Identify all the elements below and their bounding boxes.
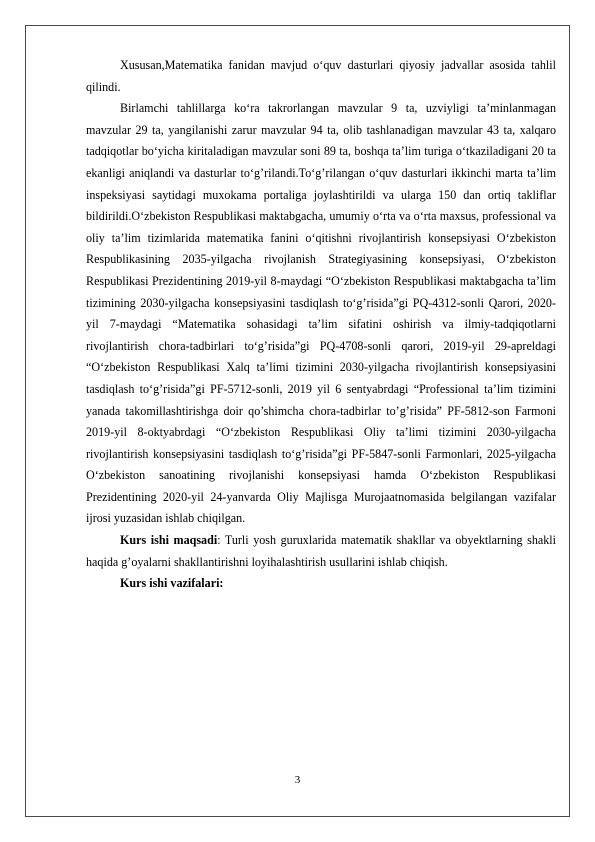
course-tasks-paragraph [86,573,556,595]
course-tasks-label: Kurs ishi vazifalari: [120,576,224,591]
course-goal-label: Kurs ishi maqsadi [120,533,218,548]
analysis-paragraph: Birlamchi tahlillarga ko‘ra takrorlangan mavzular 9 ta, uzviyligi ta’minlanmagan mavzular 29 ta, yangilanishi zarur mavzular 94 ta, olib tashlanadigan mavzular 43 ta, xalqaro tadqiqotlar bo‘yicha kiritaladigan mavzular soni 89 ta, boshqa ta’lim turiga o‘tkaziladigani 20 ta ekanligi aniqlandi va dasturlar to‘g’rilandi.To‘g’rilangan o‘quv dasturlari ikkinchi marta ta’lim inspeksiyasi saytidagi muxokama portaliga joylashtirildi va ularga 150 dan ortiq takliflar bildirildi.O‘zbekiston Respublikasi maktabgacha, umumiy o‘rta va o‘rta maxsus, professional va oliy ta’lim tizimlarida matematika fanini o‘qitishni rivojlantirish konsepsiyasi O‘zbekiston Respublikasining 2035-yilgacha rivojlanish Strategiyasining konsepsiyasi, O‘zbekiston Respublikasi Prezidentining 2019-yil 8-maydagi “O‘zbekiston Respublikasi maktabgacha ta’lim tizimining 2030-yilgacha konsepsiyasini tasdiqlash to‘g’risida”gi PQ-4312-sonli Qarori, 2020-yil 7-maydagi “Matematika sohasidagi ta’lim sifatini oshirish va ilmiy-tadqiqotlarni rivojlantirish chora-tadbirlari to‘g’risida”gi PQ-4708-sonli qarori, 2019-yil 29-apreldagi “O‘zbekiston Respublikasi Xalq ta’limi tizimini 2030-yilgacha rivojlantirish konsepsiyasini tasdiqlash to‘g’risida”gi PF-5712-sonli, 2019 yil 6 sentyabrdagi “Professional ta’lim tizimini yanada takomillashtirishga doir qo’shimcha chora-tadbirlar to’g’risida” PF-5812-son Farmoni 2019-yil 8-oktyabrdagi “O‘zbekiston Respublikasi Oliy ta’limi tizimini 2030-yilgacha rivojlantirish konsepsiyasini tasdiqlash to‘g’risida”gi PF-5847-sonli Farmonlari, 2025-yilgacha O‘zbekiston sanoatining rivojlanishi konsepsiyasi hamda O‘zbekiston Respublikasi Prezidentining 2020-yil 24-yanvarda Oliy Majlisga Murojaatnomasida belgilangan vazifalar ijrosi yuzasidan ishlab chiqilgan. [86,101,556,526]
page-number: 3 [294,774,301,786]
intro-paragraph: Xususan,Matematika fanidan mavjud o‘quv dasturlari qiyosiy jadvallar asosida tahlil qilindi. [86,58,556,94]
course-goal-paragraph [86,530,556,573]
document-body [86,55,556,595]
course-goal-text: : Turli yosh guruxlarida matematik shakllar va obyektlarning shakli haqida g’oyalarni shakllantirishni loyihalashtirish usullarini ishlab chiqish. [86,533,557,569]
